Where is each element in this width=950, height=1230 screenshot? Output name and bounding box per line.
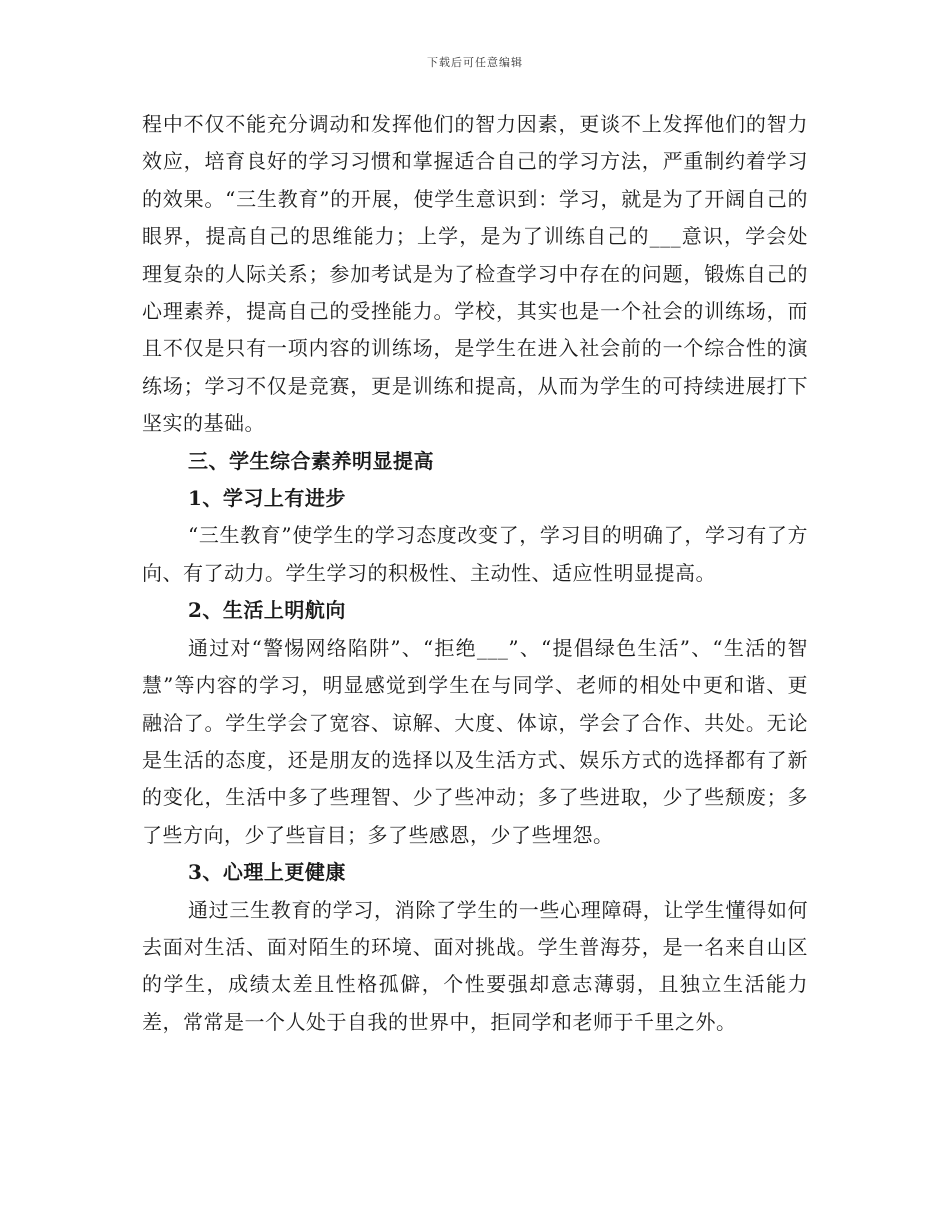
document-body bbox=[142, 106, 808, 1041]
page-header: 下载后可任意编辑 bbox=[427, 56, 523, 69]
subsection-heading: 2、生活上明航向 bbox=[188, 598, 346, 623]
body-paragraph: “三生教育”使学生的学习态度改变了，学习目的明确了，学习有了方向、有了动力。学生学习的积极性、主动性、适应性明显提高。 bbox=[142, 523, 808, 585]
body-paragraph: 通过对“警惕网络陷阱”、“拒绝___”、“提倡绿色生活”、“生活的智慧”等内容的学习，明显感觉到学生在与同学、老师的相处中更和谐、更融洽了。学生学会了宽容、谅解、大度、体谅，学会了合作、共处。无论是生活的态度，还是朋友的选择以及生活方式、娱乐方式的选择都有了新的变化，生活中多了些理智、少了些冲动；多了些进取，少了些颓废；多了些方向，少了些盲目；多了些感恩，少了些埋怨。 bbox=[142, 635, 808, 847]
body-paragraph: 通过三生教育的学习，消除了学生的一些心理障碍，让学生懂得如何去面对生活、面对陌生的环境、面对挑战。学生普海芬，是一名来自山区的学生，成绩太差且性格孤僻，个性要强却意志薄弱，且独立生活能力差，常常是一个人处于自我的世界中，拒同学和老师于千里之外。 bbox=[142, 897, 808, 1034]
section-heading: 三、学生综合素养明显提高 bbox=[188, 448, 434, 473]
body-paragraph: 程中不仅不能充分调动和发挥他们的智力因素，更谈不上发挥他们的智力效应，培育良好的学习习惯和掌握适合自己的学习方法，严重制约着学习的效果。“三生教育”的开展，使学生意识到：学习，就是为了开阔自己的眼界，提高自己的思维能力；上学，是为了训练自己的___意识，学会处理复杂的人际关系；参加考试是为了检查学习中存在的问题，锻炼自己的心理素养，提高自己的受挫能力。学校，其实也是一个社会的训练场，而且不仅是只有一项内容的训练场，是学生在进入社会前的一个综合性的演练场；学习不仅是竞赛，更是训练和提高，从而为学生的可持续进展打下坚实的基础。 bbox=[142, 112, 808, 436]
subsection-heading: 1、学习上有进步 bbox=[188, 486, 346, 511]
subsection-heading: 3、心理上更健康 bbox=[188, 860, 346, 885]
